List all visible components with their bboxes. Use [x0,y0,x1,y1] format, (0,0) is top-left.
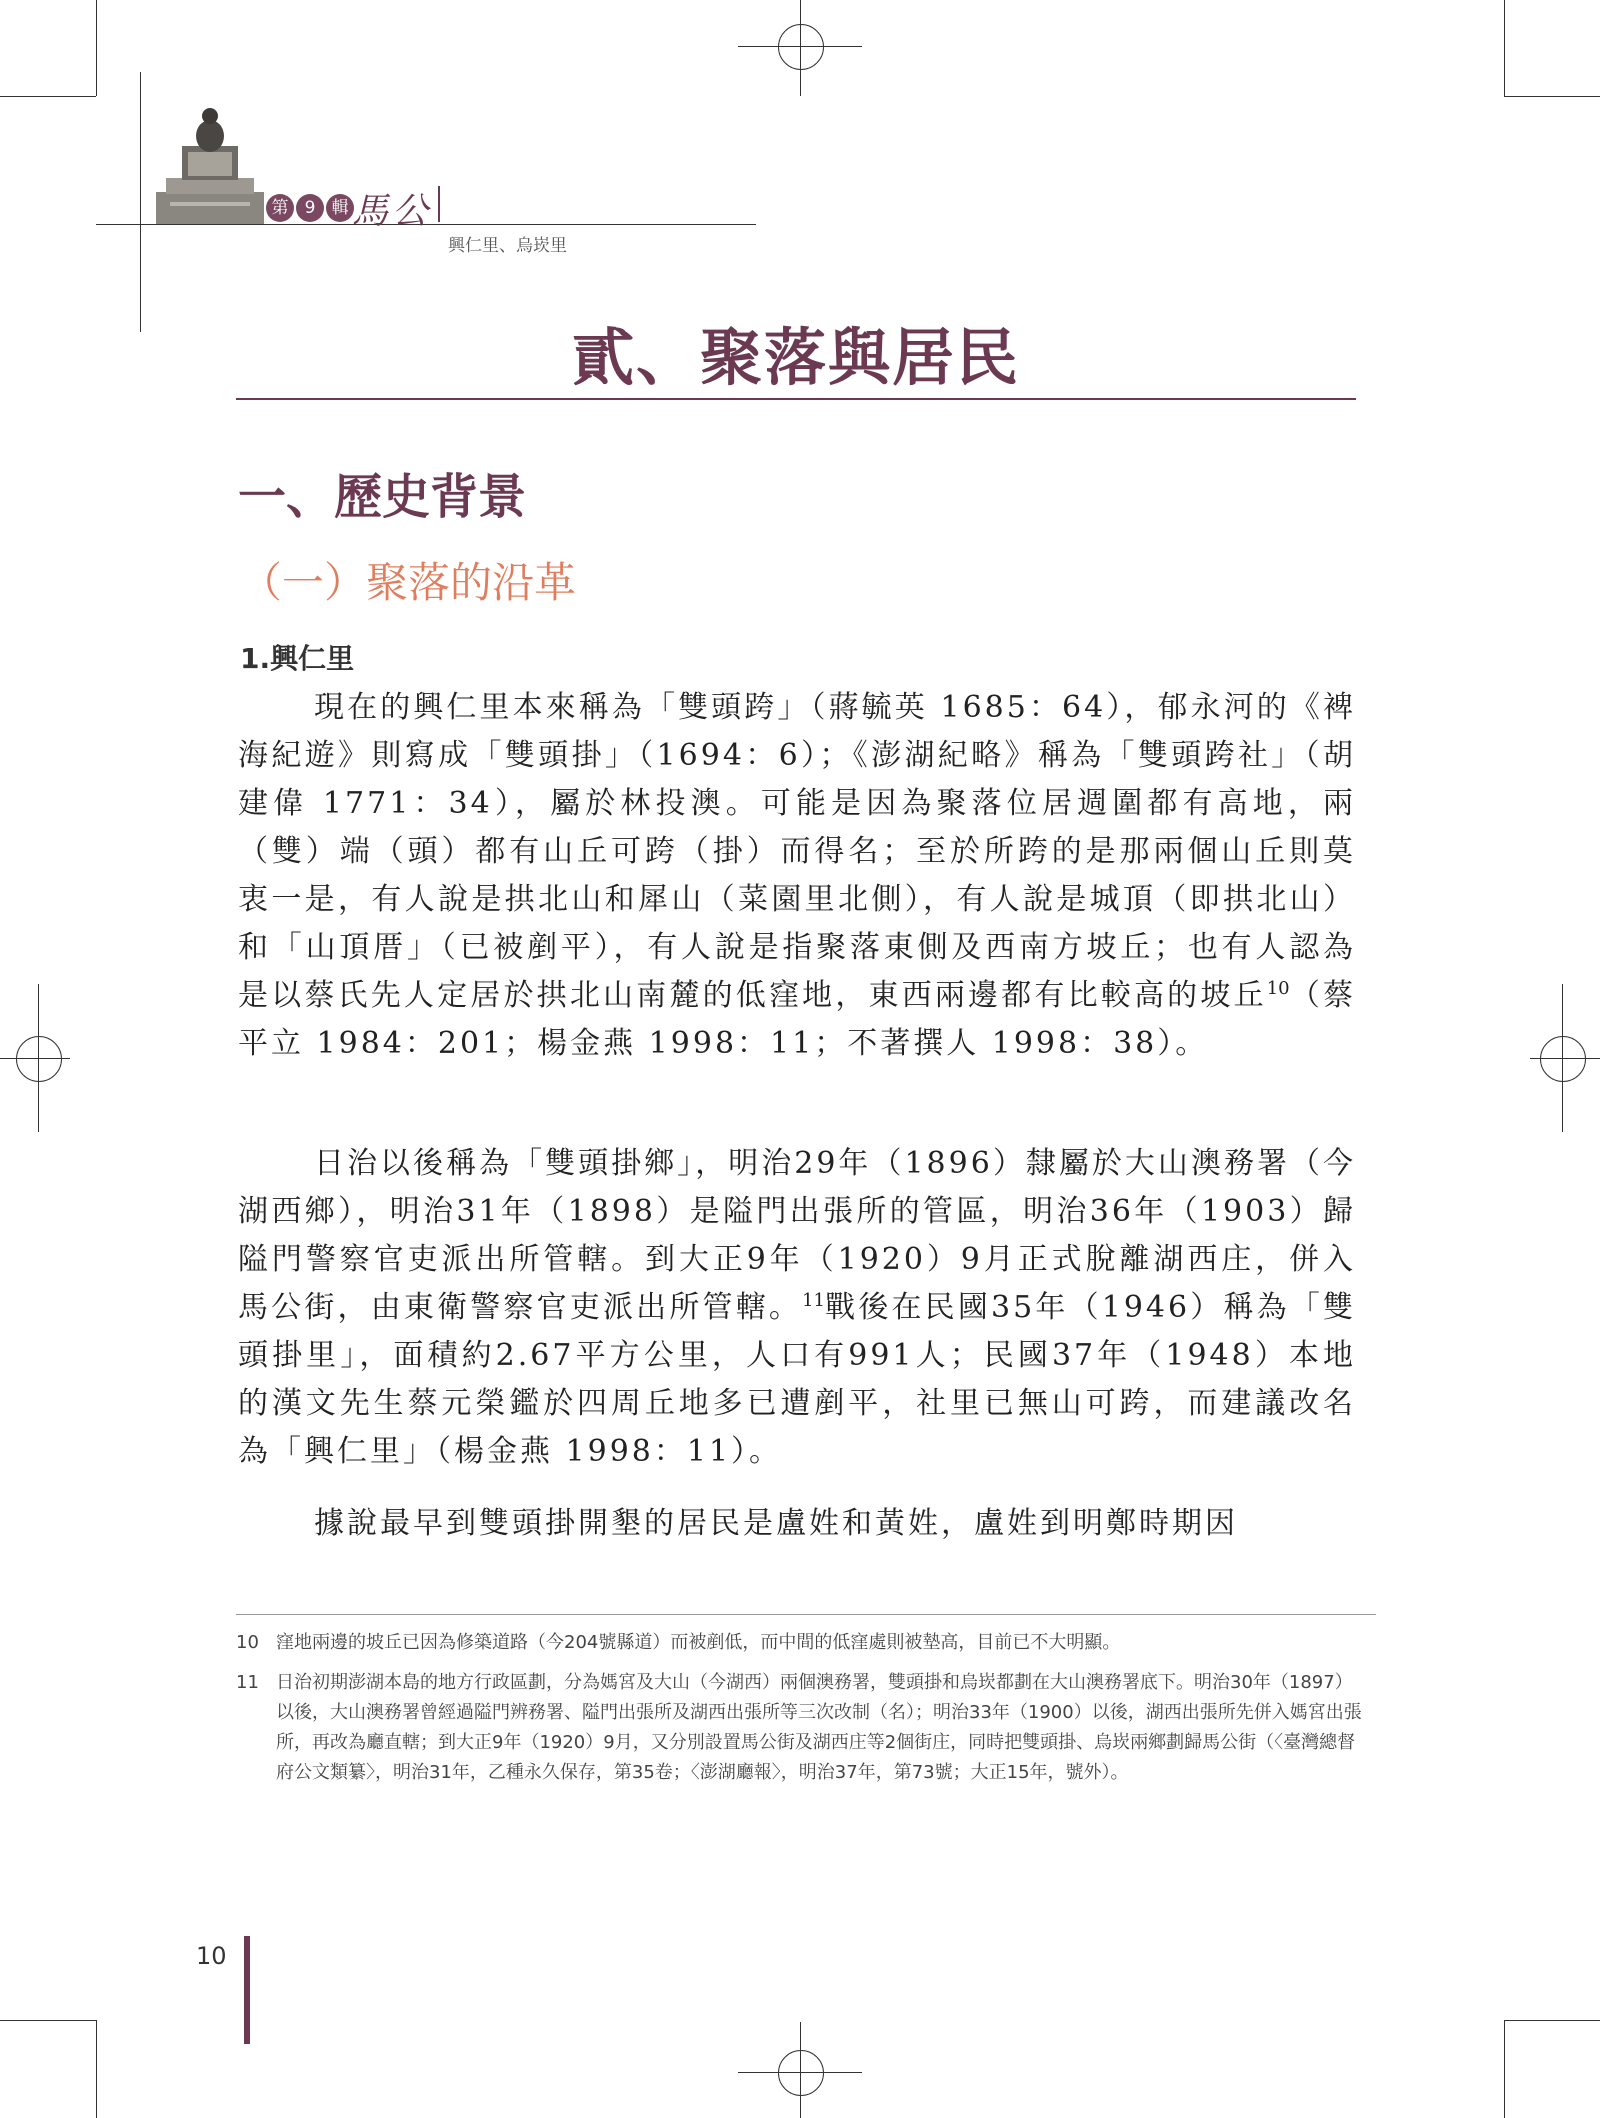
footnote-11 [236,1668,1364,1788]
footnote-ref-10[interactable]: 10 [1266,978,1290,999]
crop-mark [1504,96,1600,97]
volume-number-badge: 9 [296,194,324,222]
footnote-10 [236,1628,1364,1658]
footnote-text: 日治初期澎湖本島的地方行政區劃，分為媽宮及大山（今湖西）兩個澳務署，雙頭掛和烏崁都劃在大山澳務署底下。明治30年（1897）以後，大山澳務署曾經過隘門辨務署、隘門出張所及湖西出張所等三次改制（名）；明治33年（1900）以後，湖西出張所先併入媽宮出張所，再改為廳直轄；到大正9年（1920）9月，又分別設置馬公街及湖西庄等2個街庄，同時把雙頭掛、烏崁兩鄉劃歸馬公街（〈臺灣總督府公文類纂〉，明治31年，乙種永久保存，第35卷；〈澎湖廳報〉，明治37年，第73號；大正15年，號外）。 [276,1672,1362,1783]
crop-mark [96,2020,97,2118]
registration-mark [1540,1036,1586,1082]
crop-mark [1504,2020,1600,2021]
paragraph-2-text-b: 戰後在民國35年（1946）稱為「雙頭掛里」，面積約2.67平方公里，人口有991人；民國37年（1948）本地的漢文先生蔡元榮鑑於四周丘地多已遭剷平，社里已無山可跨，而建議改名為「興仁里」（楊金燕 1998：11）。 [238,1290,1357,1469]
registration-mark [38,984,39,1132]
chapter-title: 貳、聚落與居民 [571,321,1020,394]
item-title: 1.興仁里 [240,642,355,675]
volume-badge-prefix: 第 [266,194,294,222]
footnote-number: 10 [236,1632,259,1653]
footnote-ref-11[interactable]: 11 [802,1290,825,1311]
paragraph-1-text-b: （蔡平立 1984：201；楊金燕 1998：11；不著撰人 1998：38）。 [238,978,1357,1061]
crop-mark [1504,2020,1505,2118]
registration-mark [16,1036,62,1082]
registration-mark [1530,1058,1600,1059]
crop-mark [0,96,96,97]
paragraph-1-text-a: 現在的興仁里本來稱為「雙頭跨」（蔣毓英 1685：64），郁永河的《裨海紀遊》則寫成「雙頭掛」（1694：6）；《澎湖紀略》稱為「雙頭跨社」（胡建偉 1771：34），屬於林投澳。可能是因為聚落位居週圍都有高地，兩（雙）端（頭）都有山丘可跨（掛）而得名；至於所跨的是那兩個山丘則莫衷一是，有人說是拱北山和犀山（菜園里北側），有人說是城頂（即拱北山）和「山頂厝」（已被剷平），有人說是指聚落東側及西南方坡丘；也有人認為是以蔡氏先人定居於拱北山南麓的低窪地，東西兩邊都有比較高的坡丘 [238,690,1356,1013]
page-number-bar [244,1936,250,2044]
volume-badge-suffix: 輯 [326,194,354,222]
registration-mark [1562,984,1563,1132]
paragraph-1 [238,684,1356,1068]
paragraph-2-text-a: 日治以後稱為「雙頭掛鄉」，明治29年（1896）隸屬於大山澳務署（今湖西鄉），明治31年（1898）是隘門出張所的管區，明治36年（1903）歸隘門警察官吏派出所管轄。到大正9年（1920）9月正式脫離湖西庄，併入馬公街，由東衛警察官吏派出所管轄。 [238,1146,1356,1325]
paragraph-3 [238,1500,1356,1548]
footnote-text: 窪地兩邊的坡丘已因為修築道路（今204號縣道）而被剷低，而中間的低窪處則被墊高，目前已不大明顯。 [276,1632,1121,1653]
chapter-title-rule [236,398,1356,400]
header-subtitle: 興仁里、烏崁里 [448,236,567,256]
paragraph-2 [238,1140,1356,1476]
registration-mark [0,1058,70,1059]
registration-mark [778,24,824,70]
series-title: 馬公 [352,191,433,232]
footnote-number: 11 [236,1672,259,1693]
title-divider [438,186,440,222]
page-number: 10 [196,1942,227,1970]
crop-mark [0,2020,96,2021]
statue-icon [148,106,272,224]
paragraph-3-text: 據說最早到雙頭掛開墾的居民是盧姓和黃姓，盧姓到明鄭時期因 [314,1506,1238,1541]
footnote-rule [236,1614,1376,1615]
section-title: 一、歷史背景 [238,469,527,525]
crop-mark [1504,0,1505,96]
registration-mark [778,2050,824,2096]
crop-mark [96,0,97,96]
subsection-title: （一）聚落的沿革 [240,558,577,607]
registration-mark [800,0,801,96]
registration-mark [800,2022,801,2118]
header-vertical-rule [140,72,141,332]
